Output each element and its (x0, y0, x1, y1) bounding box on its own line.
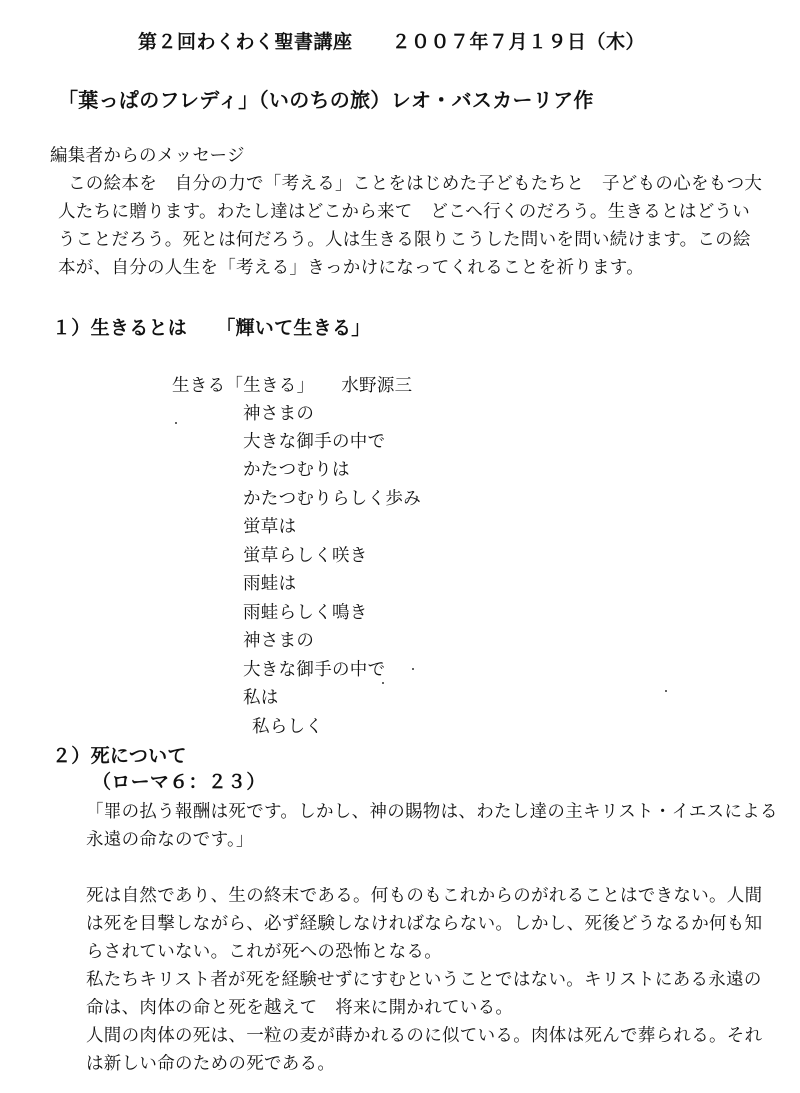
editor-heading: 編集者からのメッセージ (50, 146, 245, 166)
poem-line: 神さまの (243, 631, 315, 651)
poem-line: 私は (243, 688, 279, 708)
quote-line: 「罪の払う報酬は死です。しかし、神の賜物は、わたし達の主キリスト・イエスによる (86, 802, 778, 822)
section2-heading: ２）死について (52, 745, 187, 767)
editor-line: うことだろう。死とは何だろう。人は生きる限りこうした問いを問い続けます。この絵 (58, 230, 751, 250)
scan-speck (382, 682, 384, 684)
editor-line: 人たちに贈ります。わたし達はどこから来て どこへ行くのだろう。生きるとはどうい (58, 202, 751, 222)
poem-line: 雨蛙は (243, 574, 297, 594)
poem-line: かたつむりは (243, 460, 350, 480)
editor-line: 本が、自分の人生を「考える」きっかけになってくれることを祈ります。 (58, 258, 644, 278)
page-title: 第２回わくわく聖書講座 ２００７年７月１９日（木） (138, 31, 646, 53)
book-title: 「葉っぱのフレディ」（いのちの旅）レオ・バスカーリア作 (58, 88, 594, 112)
poem-line: 雨蛙らしく鳴き (243, 603, 368, 623)
scripture-reference: （ローマ６：２３） (92, 771, 266, 793)
scan-speck (412, 668, 414, 670)
body-line: 死は自然であり、生の終末である。何ものもこれからのがれることはできない。人間 (86, 886, 763, 906)
body-line: 私たちキリスト者が死を経験せずにすむということではない。キリストにある永遠の (86, 970, 762, 990)
quote-line: 永遠の命なのです。」 (86, 830, 254, 850)
body-line: は新しい命のための死である。 (86, 1054, 336, 1074)
poem-line: 大きな御手の中で (243, 660, 386, 680)
editor-line: この絵本を 自分の力で「考える」ことをはじめた子どもたちと 子どもの心をもつ大 (68, 174, 763, 194)
scan-speck (665, 690, 667, 692)
poem-line: 神さまの (243, 404, 315, 424)
poem-line: 蛍草らしく咲き (243, 546, 368, 566)
body-line: 命は、肉体の命と死を越えて 将来に開かれている。 (86, 998, 514, 1018)
body-line: らされていない。これが死への恐怖となる。 (86, 942, 442, 962)
poem-line: かたつむりらしく歩み (243, 489, 421, 509)
poem-line: 大きな御手の中で (243, 432, 386, 452)
body-line: 人間の肉体の死は、一粒の麦が蒔かれるのに似ている。肉体は死んで葬られる。それ (86, 1026, 763, 1046)
body-line: は死を目撃しながら、必ず経験しなければならない。しかし、死後どうなるか何も知 (86, 914, 763, 934)
scan-speck (175, 422, 177, 424)
poem-title: 生きる「生きる」 水野源三 (172, 376, 413, 396)
poem-line: 蛍草は (243, 517, 297, 537)
poem-line: 私らしく (252, 717, 324, 737)
section1-heading: １）生きるとは 「輝いて生きる」 (52, 317, 371, 339)
